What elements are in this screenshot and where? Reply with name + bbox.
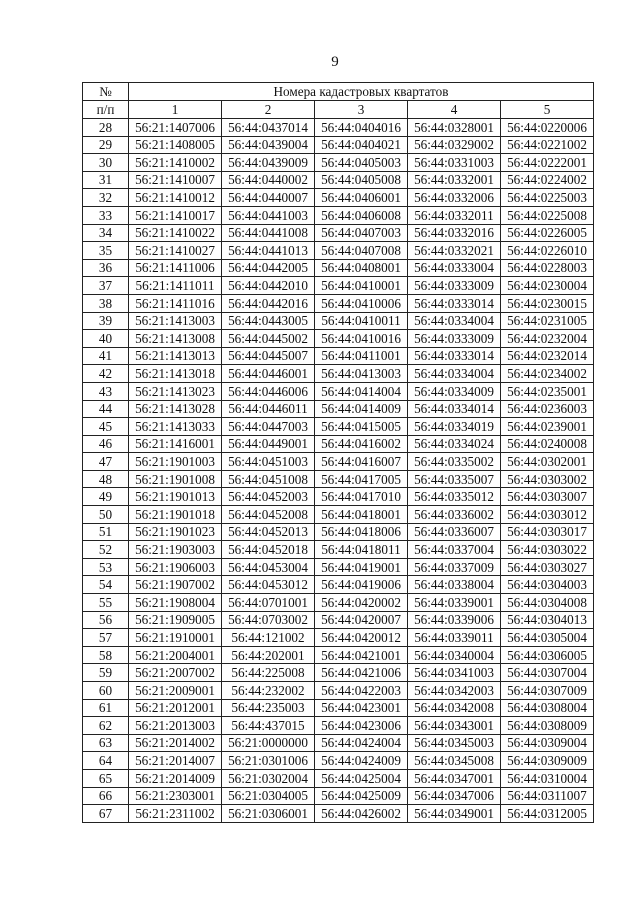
table-row (83, 523, 594, 541)
cadastral-number-cell: 56:44:0334014 (408, 400, 501, 418)
row-number: 28 (83, 119, 129, 137)
cadastral-number-cell: 56:44:0447003 (222, 418, 315, 436)
cadastral-number-cell: 56:44:0416007 (315, 453, 408, 471)
cadastral-number-cell: 56:44:202001 (222, 646, 315, 664)
row-number: 46 (83, 435, 129, 453)
table-row (83, 189, 594, 207)
cadastral-number-cell: 56:44:0442016 (222, 294, 315, 312)
cadastral-number-cell: 56:44:0452008 (222, 506, 315, 524)
table-row (83, 611, 594, 629)
cadastral-number-cell: 56:44:0232014 (501, 347, 594, 365)
cadastral-number-cell: 56:44:0307004 (501, 664, 594, 682)
cadastral-number-cell: 56:21:1413028 (129, 400, 222, 418)
table-row (83, 558, 594, 576)
cadastral-number-cell: 56:44:0453012 (222, 576, 315, 594)
table-row (83, 418, 594, 436)
cadastral-number-cell: 56:44:0418011 (315, 541, 408, 559)
cadastral-number-cell: 56:21:2013003 (129, 717, 222, 735)
column-number: 2 (222, 101, 315, 119)
cadastral-number-cell: 56:44:0240008 (501, 435, 594, 453)
cadastral-number-cell: 56:44:0347001 (408, 769, 501, 787)
cadastral-number-cell: 56:44:0426002 (315, 805, 408, 823)
cadastral-number-cell: 56:44:0235001 (501, 382, 594, 400)
cadastral-number-cell: 56:44:0420007 (315, 611, 408, 629)
cadastral-number-cell: 56:44:0443005 (222, 312, 315, 330)
table-row (83, 119, 594, 137)
table-row (83, 629, 594, 647)
cadastral-number-cell: 56:44:0220006 (501, 119, 594, 137)
cadastral-number-cell: 56:44:0224002 (501, 171, 594, 189)
cadastral-number-cell: 56:44:0231005 (501, 312, 594, 330)
row-number: 62 (83, 717, 129, 735)
cadastral-number-cell: 56:44:0333009 (408, 277, 501, 295)
table-row (83, 347, 594, 365)
row-number: 67 (83, 805, 129, 823)
cadastral-number-cell: 56:21:1413003 (129, 312, 222, 330)
row-number: 36 (83, 259, 129, 277)
table-row (83, 717, 594, 735)
cadastral-number-cell: 56:44:0221002 (501, 136, 594, 154)
page-number: 9 (331, 54, 339, 70)
cadastral-number-cell: 56:44:0329002 (408, 136, 501, 154)
cadastral-number-cell: 56:44:0423006 (315, 717, 408, 735)
cadastral-number-cell: 56:44:0342003 (408, 682, 501, 700)
cadastral-number-cell: 56:21:1413033 (129, 418, 222, 436)
table-row (83, 506, 594, 524)
cadastral-number-cell: 56:44:0451008 (222, 470, 315, 488)
table-row (83, 734, 594, 752)
cadastral-number-cell: 56:44:0307009 (501, 682, 594, 700)
cadastral-number-cell: 56:44:0421006 (315, 664, 408, 682)
cadastral-number-cell: 56:44:0405008 (315, 171, 408, 189)
cadastral-number-cell: 56:44:0451003 (222, 453, 315, 471)
cadastral-number-cell: 56:44:0308004 (501, 699, 594, 717)
row-number: 38 (83, 294, 129, 312)
cadastral-number-cell: 56:44:0334009 (408, 382, 501, 400)
cadastral-number-cell: 56:44:0442005 (222, 259, 315, 277)
cadastral-number-cell: 56:21:0306001 (222, 805, 315, 823)
cadastral-number-cell: 56:44:0335007 (408, 470, 501, 488)
cadastral-number-cell: 56:44:0414009 (315, 400, 408, 418)
cadastral-number-cell: 56:44:0418001 (315, 506, 408, 524)
row-number: 37 (83, 277, 129, 295)
cadastral-number-cell: 56:44:0414004 (315, 382, 408, 400)
table-row (83, 664, 594, 682)
cadastral-number-cell: 56:44:0335012 (408, 488, 501, 506)
cadastral-number-cell: 56:44:0445007 (222, 347, 315, 365)
row-number: 63 (83, 734, 129, 752)
cadastral-number-cell: 56:44:0417010 (315, 488, 408, 506)
cadastral-number-cell: 56:44:0340004 (408, 646, 501, 664)
row-number: 52 (83, 541, 129, 559)
row-number: 55 (83, 594, 129, 612)
cadastral-number-cell: 56:44:0230015 (501, 294, 594, 312)
row-number: 58 (83, 646, 129, 664)
table-row (83, 312, 594, 330)
cadastral-number-cell: 56:44:0333014 (408, 347, 501, 365)
table-row (83, 294, 594, 312)
cadastral-number-cell: 56:44:0302001 (501, 453, 594, 471)
cadastral-number-cell: 56:44:437015 (222, 717, 315, 735)
cadastral-number-cell: 56:44:0303007 (501, 488, 594, 506)
cadastral-number-cell: 56:44:0345003 (408, 734, 501, 752)
row-number: 54 (83, 576, 129, 594)
cadastral-number-cell: 56:44:0411001 (315, 347, 408, 365)
row-number: 41 (83, 347, 129, 365)
cadastral-number-cell: 56:21:1410007 (129, 171, 222, 189)
cadastral-number-cell: 56:44:0308009 (501, 717, 594, 735)
cadastral-number-cell: 56:44:0303022 (501, 541, 594, 559)
cadastral-number-cell: 56:44:0423001 (315, 699, 408, 717)
cadastral-number-cell: 56:44:0226010 (501, 242, 594, 260)
cadastral-number-cell: 56:21:2007002 (129, 664, 222, 682)
table-row (83, 488, 594, 506)
cadastral-number-cell: 56:44:0303027 (501, 558, 594, 576)
cadastral-number-cell: 56:21:1907002 (129, 576, 222, 594)
row-number: 40 (83, 330, 129, 348)
table-row (83, 365, 594, 383)
cadastral-number-cell: 56:44:0407008 (315, 242, 408, 260)
cadastral-number-cell: 56:44:0407003 (315, 224, 408, 242)
row-number: 56 (83, 611, 129, 629)
row-number: 33 (83, 206, 129, 224)
cadastral-number-cell: 56:44:0312005 (501, 805, 594, 823)
cadastral-number-cell: 56:44:0306005 (501, 646, 594, 664)
cadastral-number-cell: 56:44:0410006 (315, 294, 408, 312)
row-number: 45 (83, 418, 129, 436)
cadastral-number-cell: 56:44:0304013 (501, 611, 594, 629)
cadastral-number-cell: 56:44:0304003 (501, 576, 594, 594)
row-number: 50 (83, 506, 129, 524)
cadastral-number-cell: 56:21:1413023 (129, 382, 222, 400)
table-row (83, 224, 594, 242)
cadastral-number-cell: 56:44:0440002 (222, 171, 315, 189)
cadastral-number-cell: 56:44:0406008 (315, 206, 408, 224)
table-row (83, 682, 594, 700)
cadastral-number-cell: 56:21:0302004 (222, 769, 315, 787)
table-row (83, 470, 594, 488)
cadastral-number-cell: 56:21:1906003 (129, 558, 222, 576)
row-number: 44 (83, 400, 129, 418)
cadastral-number-cell: 56:44:0234002 (501, 365, 594, 383)
cadastral-number-cell: 56:44:0338004 (408, 576, 501, 594)
cadastral-number-cell: 56:44:0345008 (408, 752, 501, 770)
cadastral-number-cell: 56:21:0304005 (222, 787, 315, 805)
cadastral-number-cell: 56:44:0419001 (315, 558, 408, 576)
cadastral-number-cell: 56:44:0446011 (222, 400, 315, 418)
row-number: 30 (83, 154, 129, 172)
row-number: 49 (83, 488, 129, 506)
cadastral-number-cell: 56:21:1413018 (129, 365, 222, 383)
cadastral-number-cell: 56:44:225008 (222, 664, 315, 682)
cadastral-number-cell: 56:44:0410001 (315, 277, 408, 295)
table-row (83, 594, 594, 612)
cadastral-number-cell: 56:44:121002 (222, 629, 315, 647)
cadastral-number-cell: 56:44:0347006 (408, 787, 501, 805)
cadastral-number-cell: 56:44:0417005 (315, 470, 408, 488)
cadastral-number-cell: 56:44:0415005 (315, 418, 408, 436)
cadastral-number-cell: 56:44:0446001 (222, 365, 315, 383)
cadastral-number-cell: 56:44:0334004 (408, 365, 501, 383)
cadastral-number-cell: 56:44:0309009 (501, 752, 594, 770)
cadastral-number-cell: 56:44:0343001 (408, 717, 501, 735)
row-number: 60 (83, 682, 129, 700)
group-header: Номера кадастровых квартатов (129, 83, 594, 101)
cadastral-number-cell: 56:44:0332006 (408, 189, 501, 207)
cadastral-number-cell: 56:44:0419006 (315, 576, 408, 594)
cadastral-number-cell: 56:21:1908004 (129, 594, 222, 612)
cadastral-number-cell: 56:21:1416001 (129, 435, 222, 453)
row-number: 64 (83, 752, 129, 770)
cadastral-number-cell: 56:44:0441013 (222, 242, 315, 260)
cadastral-number-cell: 56:44:0303017 (501, 523, 594, 541)
cadastral-number-cell: 56:44:0332001 (408, 171, 501, 189)
cadastral-number-cell: 56:21:1411016 (129, 294, 222, 312)
cadastral-number-cell: 56:21:1413013 (129, 347, 222, 365)
cadastral-number-cell: 56:44:0333014 (408, 294, 501, 312)
cadastral-number-cell: 56:21:1411006 (129, 259, 222, 277)
cadastral-number-cell: 56:44:0310004 (501, 769, 594, 787)
number-header: № (83, 83, 129, 101)
cadastral-number-cell: 56:44:0303012 (501, 506, 594, 524)
table-row (83, 699, 594, 717)
cadastral-number-cell: 56:44:0452003 (222, 488, 315, 506)
cadastral-number-cell: 56:44:0339011 (408, 629, 501, 647)
cadastral-number-cell: 56:44:0337004 (408, 541, 501, 559)
cadastral-number-cell: 56:21:1909005 (129, 611, 222, 629)
cadastral-number-cell: 56:21:2014009 (129, 769, 222, 787)
cadastral-number-cell: 56:21:2009001 (129, 682, 222, 700)
cadastral-number-cell: 56:44:0404016 (315, 119, 408, 137)
cadastral-number-cell: 56:44:0408001 (315, 259, 408, 277)
cadastral-number-cell: 56:44:0453004 (222, 558, 315, 576)
row-number: 35 (83, 242, 129, 260)
table-row (83, 259, 594, 277)
cadastral-number-cell: 56:44:0232004 (501, 330, 594, 348)
cadastral-number-cell: 56:44:0303002 (501, 470, 594, 488)
cadastral-number-cell: 56:44:0440007 (222, 189, 315, 207)
cadastral-number-cell: 56:44:0421001 (315, 646, 408, 664)
cadastral-number-cell: 56:44:0442010 (222, 277, 315, 295)
cadastral-number-cell: 56:44:0341003 (408, 664, 501, 682)
cadastral-number-cell: 56:44:0339001 (408, 594, 501, 612)
cadastral-number-cell: 56:44:0425009 (315, 787, 408, 805)
column-number: 3 (315, 101, 408, 119)
cadastral-number-cell: 56:21:1901003 (129, 453, 222, 471)
cadastral-number-cell: 56:44:0226005 (501, 224, 594, 242)
cadastral-number-cell: 56:44:0441003 (222, 206, 315, 224)
cadastral-number-cell: 56:21:0000000 (222, 734, 315, 752)
cadastral-number-cell: 56:21:0301006 (222, 752, 315, 770)
table-row (83, 576, 594, 594)
row-number: 65 (83, 769, 129, 787)
table-row (83, 206, 594, 224)
table-row (83, 330, 594, 348)
cadastral-number-cell: 56:44:0439004 (222, 136, 315, 154)
table-row (83, 242, 594, 260)
cadastral-number-cell: 56:44:0305004 (501, 629, 594, 647)
cadastral-number-cell: 56:21:2014007 (129, 752, 222, 770)
cadastral-number-cell: 56:21:1411011 (129, 277, 222, 295)
cadastral-number-cell: 56:44:0339006 (408, 611, 501, 629)
table-row (83, 136, 594, 154)
cadastral-number-cell: 56:44:235003 (222, 699, 315, 717)
cadastral-number-cell: 56:21:1903003 (129, 541, 222, 559)
cadastral-number-cell: 56:44:0437014 (222, 119, 315, 137)
table-row (83, 752, 594, 770)
cadastral-number-cell: 56:44:0441008 (222, 224, 315, 242)
cadastral-number-cell: 56:21:1901023 (129, 523, 222, 541)
cadastral-number-cell: 56:21:2303001 (129, 787, 222, 805)
row-number: 39 (83, 312, 129, 330)
table-row (83, 382, 594, 400)
row-number: 31 (83, 171, 129, 189)
cadastral-number-cell: 56:44:0311007 (501, 787, 594, 805)
cadastral-number-cell: 56:44:0418006 (315, 523, 408, 541)
cadastral-number-cell: 56:44:0309004 (501, 734, 594, 752)
row-number: 66 (83, 787, 129, 805)
cadastral-number-cell: 56:44:0228003 (501, 259, 594, 277)
cadastral-number-cell: 56:44:0413003 (315, 365, 408, 383)
cadastral-number-cell: 56:44:0349001 (408, 805, 501, 823)
table-row (83, 646, 594, 664)
cadastral-number-cell: 56:21:2311002 (129, 805, 222, 823)
cadastral-number-cell: 56:44:0420002 (315, 594, 408, 612)
number-subheader: п/п (83, 101, 129, 119)
cadastral-number-cell: 56:44:232002 (222, 682, 315, 700)
cadastral-number-cell: 56:44:0334019 (408, 418, 501, 436)
cadastral-number-cell: 56:44:0703002 (222, 611, 315, 629)
cadastral-number-cell: 56:44:0222001 (501, 154, 594, 172)
row-number: 48 (83, 470, 129, 488)
cadastral-number-cell: 56:44:0335002 (408, 453, 501, 471)
cadastral-number-cell: 56:44:0337009 (408, 558, 501, 576)
table-row (83, 154, 594, 172)
cadastral-number-cell: 56:44:0452018 (222, 541, 315, 559)
cadastral-number-cell: 56:44:0422003 (315, 682, 408, 700)
row-number: 43 (83, 382, 129, 400)
cadastral-number-cell: 56:44:0406001 (315, 189, 408, 207)
cadastral-number-cell: 56:44:0331003 (408, 154, 501, 172)
cadastral-number-cell: 56:44:0439009 (222, 154, 315, 172)
cadastral-number-cell: 56:44:0239001 (501, 418, 594, 436)
cadastral-number-cell: 56:44:0328001 (408, 119, 501, 137)
column-number: 1 (129, 101, 222, 119)
table-row (83, 171, 594, 189)
table-row (83, 435, 594, 453)
cadastral-number-cell: 56:44:0405003 (315, 154, 408, 172)
table-row (83, 400, 594, 418)
row-number: 57 (83, 629, 129, 647)
cadastral-number-cell: 56:44:0404021 (315, 136, 408, 154)
cadastral-number-cell: 56:44:0445002 (222, 330, 315, 348)
cadastral-number-cell: 56:44:0334004 (408, 312, 501, 330)
cadastral-number-cell: 56:44:0332021 (408, 242, 501, 260)
cadastral-number-cell: 56:44:0410016 (315, 330, 408, 348)
cadastral-number-cell: 56:44:0446006 (222, 382, 315, 400)
cadastral-number-cell: 56:21:2014002 (129, 734, 222, 752)
cadastral-number-cell: 56:44:0304008 (501, 594, 594, 612)
cadastral-number-cell: 56:44:0452013 (222, 523, 315, 541)
cadastral-number-cell: 56:21:1901008 (129, 470, 222, 488)
cadastral-number-cell: 56:21:1410002 (129, 154, 222, 172)
cadastral-number-cell: 56:44:0333004 (408, 259, 501, 277)
cadastral-number-cell: 56:21:1910001 (129, 629, 222, 647)
cadastral-number-cell: 56:44:0420012 (315, 629, 408, 647)
cadastral-number-cell: 56:21:1408005 (129, 136, 222, 154)
cadastral-number-cell: 56:21:1901018 (129, 506, 222, 524)
table-row (83, 769, 594, 787)
cadastral-number-cell: 56:44:0424004 (315, 734, 408, 752)
cadastral-number-cell: 56:44:0425004 (315, 769, 408, 787)
table-header (83, 83, 594, 119)
cadastral-number-cell: 56:21:1410027 (129, 242, 222, 260)
cadastral-number-cell: 56:44:0336007 (408, 523, 501, 541)
cadastral-number-cell: 56:44:0333009 (408, 330, 501, 348)
table-row (83, 277, 594, 295)
row-number: 42 (83, 365, 129, 383)
cadastral-number-cell: 56:44:0334024 (408, 435, 501, 453)
cadastral-number-cell: 56:44:0342008 (408, 699, 501, 717)
row-number: 61 (83, 699, 129, 717)
cadastral-number-cell: 56:21:1901013 (129, 488, 222, 506)
cadastral-number-cell: 56:44:0701001 (222, 594, 315, 612)
cadastral-number-cell: 56:44:0225008 (501, 206, 594, 224)
cadastral-number-cell: 56:44:0449001 (222, 435, 315, 453)
table-row (83, 805, 594, 823)
table-row (83, 453, 594, 471)
column-number: 5 (501, 101, 594, 119)
cadastral-number-cell: 56:44:0225003 (501, 189, 594, 207)
row-number: 59 (83, 664, 129, 682)
row-number: 47 (83, 453, 129, 471)
cadastral-number-cell: 56:44:0332016 (408, 224, 501, 242)
cadastral-number-cell: 56:21:2012001 (129, 699, 222, 717)
row-number: 29 (83, 136, 129, 154)
row-number: 32 (83, 189, 129, 207)
cadastral-number-cell: 56:44:0336002 (408, 506, 501, 524)
cadastral-number-cell: 56:21:1410012 (129, 189, 222, 207)
cadastral-number-cell: 56:44:0236003 (501, 400, 594, 418)
cadastral-number-cell: 56:44:0410011 (315, 312, 408, 330)
cadastral-number-cell: 56:44:0332011 (408, 206, 501, 224)
cadastral-quarters-table (82, 82, 594, 823)
cadastral-number-cell: 56:44:0424009 (315, 752, 408, 770)
cadastral-number-cell: 56:21:1410017 (129, 206, 222, 224)
table-row (83, 787, 594, 805)
row-number: 51 (83, 523, 129, 541)
cadastral-number-cell: 56:21:1407006 (129, 119, 222, 137)
column-number: 4 (408, 101, 501, 119)
cadastral-number-cell: 56:44:0416002 (315, 435, 408, 453)
row-number: 53 (83, 558, 129, 576)
cadastral-number-cell: 56:21:1410022 (129, 224, 222, 242)
cadastral-number-cell: 56:21:2004001 (129, 646, 222, 664)
cadastral-number-cell: 56:44:0230004 (501, 277, 594, 295)
cadastral-number-cell: 56:21:1413008 (129, 330, 222, 348)
row-number: 34 (83, 224, 129, 242)
table-row (83, 541, 594, 559)
table-body (83, 119, 594, 823)
